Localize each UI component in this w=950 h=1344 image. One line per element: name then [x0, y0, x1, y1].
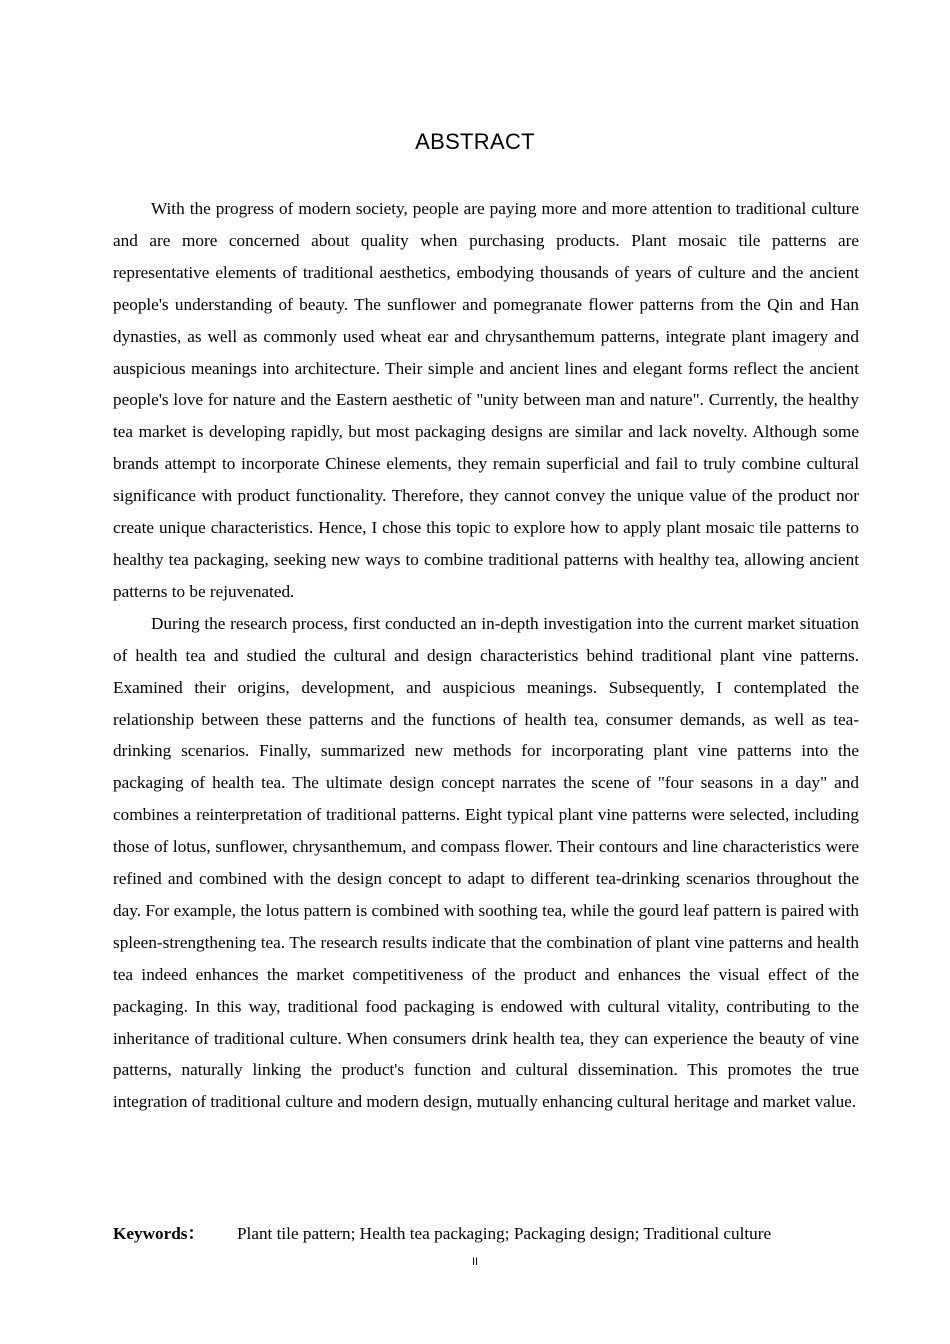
page-number: II	[471, 1256, 479, 1268]
keywords-label: Keywords：	[113, 1224, 205, 1243]
abstract-paragraph-1: With the progress of modern society, people are paying more and more attention to traditional culture and are more concerned about quality when purchasing products. Plant mosaic tile patterns are representative elements of traditional aesthetics, embodying thousands of years of culture and the ancient people's understanding of beauty. The sunflower and pomegranate flower patterns from the Qin and Han dynasties, as well as commonly used wheat ear and chrysanthemum patterns, integrate plant imagery and auspicious meanings into architecture. Their simple and ancient lines and elegant forms reflect the ancient people's love for nature and the Eastern aesthetic of "unity between man and nature". Currently, the healthy tea market is developing rapidly, but most packaging designs are similar and lack novelty. Although some brands attempt to incorporate Chinese elements, they remain superficial and fail to truly combine cultural significance with product functionality. Therefore, they cannot convey the unique value of the product nor create unique characteristics. Hence, I chose this topic to explore how to apply plant mosaic tile patterns to healthy tea packaging, seeking new ways to combine traditional patterns with healthy tea, allowing ancient patterns to be rejuvenated.	[113, 199, 859, 601]
abstract-title: ABSTRACT	[415, 129, 535, 154]
keywords-line	[113, 1219, 873, 1249]
keywords-list: Plant tile pattern; Health tea packaging; Packaging design; Traditional culture	[237, 1224, 772, 1243]
abstract-body	[113, 193, 859, 1118]
abstract-paragraph-2: During the research process, first conducted an in-depth investigation into the current market situation of health tea and studied the cultural and design characteristics behind traditional plant vine patterns. Examined their origins, development, and auspicious meanings. Subsequently, I contemplated the relationship between these patterns and the functions of health tea, consumer demands, as well as tea-drinking scenarios. Finally, summarized new methods for incorporating plant vine patterns into the packaging of health tea. The ultimate design concept narrates the scene of "four seasons in a day" and combines a reinterpretation of traditional patterns. Eight typical plant vine patterns were selected, including those of lotus, sunflower, chrysanthemum, and compass flower. Their contours and line characteristics were refined and combined with the design concept to adapt to different tea-drinking scenarios throughout the day. For example, the lotus pattern is combined with soothing tea, while the gourd leaf pattern is paired with spleen-strengthening tea. The research results indicate that the combination of plant vine patterns and health tea indeed enhances the market competitiveness of the product and enhances the visual effect of the packaging. In this way, traditional food packaging is endowed with cultural vitality, contributing to the inheritance of traditional culture. When consumers drink health tea, they can experience the beauty of vine patterns, naturally linking the product's function and cultural dissemination. This promotes the true integration of traditional culture and modern design, mutually enhancing cultural heritage and market value.	[113, 613, 859, 1112]
